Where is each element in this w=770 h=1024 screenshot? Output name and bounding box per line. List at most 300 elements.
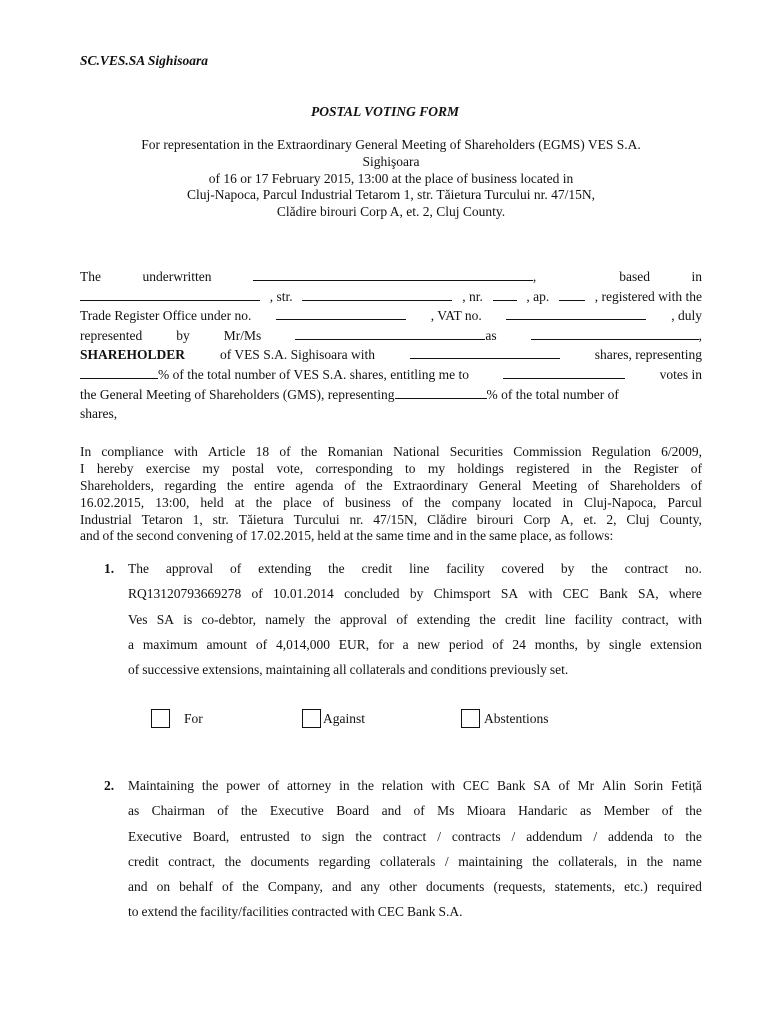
word: collaterals	[379, 853, 436, 869]
word: Fetiță	[671, 778, 702, 793]
word: of	[344, 477, 356, 493]
word: compliance	[101, 444, 164, 459]
intro-line	[80, 289, 702, 309]
word: of	[322, 494, 334, 510]
word: period	[448, 636, 484, 652]
word: Industrial	[80, 511, 132, 527]
word: Maintaining	[128, 778, 194, 793]
word: namely	[265, 611, 305, 627]
word: Clădire	[427, 511, 467, 527]
word: Alin	[602, 778, 627, 793]
word: a	[128, 636, 134, 652]
word: and	[433, 528, 454, 544]
vat-number-field[interactable]	[506, 308, 646, 320]
word: held	[200, 494, 224, 510]
word: CEC	[462, 778, 490, 793]
word: required	[656, 879, 702, 895]
word: CEC	[377, 904, 404, 920]
word: postal	[231, 460, 265, 476]
text-line	[80, 478, 702, 495]
word: CEC	[562, 586, 589, 602]
word: any	[360, 879, 381, 895]
word: co-debtor,	[201, 611, 256, 627]
word: line	[544, 611, 566, 627]
word: and	[80, 528, 100, 544]
intro-text: % of the total number of VES S.A. shares, entitling me to	[158, 366, 469, 382]
word: Ms	[437, 803, 455, 819]
word: Bank	[497, 778, 526, 793]
word: name	[672, 853, 702, 869]
word: by	[560, 561, 575, 576]
word: maintaining	[458, 853, 523, 869]
word: of	[128, 662, 140, 678]
word: regarding	[318, 853, 371, 869]
word: /	[593, 828, 598, 844]
word: (requests,	[493, 879, 546, 895]
word: extension	[650, 636, 702, 652]
word: corresponding	[315, 460, 393, 476]
word: follows:	[569, 528, 614, 544]
word: and	[408, 662, 428, 678]
word: my	[427, 460, 446, 476]
intro-text: by	[176, 327, 190, 343]
word: the	[357, 778, 374, 793]
votes-percent-field[interactable]	[395, 387, 487, 399]
text-line	[80, 461, 702, 478]
abstentions-checkbox[interactable]	[461, 709, 480, 728]
vote-option-abstentions	[461, 709, 549, 728]
word: registered	[516, 460, 570, 476]
word: where	[668, 586, 702, 602]
word: to	[663, 828, 675, 844]
word: EUR,	[338, 636, 370, 652]
word: same	[375, 528, 404, 544]
word: Chairman	[151, 803, 205, 819]
word: General	[478, 477, 522, 493]
word: nr.	[349, 511, 364, 527]
word: Cluj-Napoca,	[584, 494, 657, 510]
word: contracts	[451, 828, 501, 844]
word: the	[180, 904, 198, 920]
intro-line	[80, 387, 702, 407]
word: Tetaron	[141, 511, 183, 527]
word: the	[328, 561, 345, 576]
word: documents	[425, 879, 485, 895]
word: extending	[416, 611, 471, 627]
intro-text: underwritten	[142, 269, 212, 284]
word: all	[333, 662, 347, 678]
word: contract	[382, 828, 427, 844]
word: the	[646, 853, 664, 869]
word: extend	[141, 904, 178, 920]
word: RQ13120793669278	[128, 586, 242, 602]
word: attorney	[287, 778, 332, 793]
intro-text: represented	[80, 327, 143, 343]
word: facility	[446, 561, 485, 576]
word: Mr	[577, 778, 595, 793]
word: approval	[339, 611, 388, 627]
word: contracted	[291, 904, 348, 920]
shares-held-field[interactable]	[410, 347, 560, 359]
word: /	[437, 828, 441, 844]
intro-line	[80, 269, 702, 289]
word: for	[378, 636, 394, 652]
word: entrusted	[240, 828, 290, 844]
intro-text: % of the total number of	[486, 386, 619, 402]
word: approval	[165, 561, 214, 576]
word: credit	[361, 561, 393, 576]
intro-line	[80, 406, 702, 426]
intro-text: , nr.	[462, 288, 483, 304]
text-line	[128, 879, 702, 904]
word: Tăietura	[238, 511, 284, 527]
agenda-item-text	[128, 561, 702, 687]
text-line	[128, 778, 702, 803]
intro-text: shares, representing	[594, 347, 702, 363]
word: held	[317, 528, 341, 544]
word: /	[511, 828, 516, 844]
word: with	[173, 444, 198, 459]
word: collaterals,	[558, 853, 618, 869]
word: other	[389, 879, 417, 895]
word: line	[409, 561, 430, 576]
subtitle-line: Cluj-Napoca, Parcul Industrial Tetarom 1, str. Tăietura Turcului nr. 47/15N,	[187, 187, 595, 203]
word: of	[401, 494, 414, 510]
intro-line	[80, 367, 702, 387]
word: holdings	[457, 460, 504, 476]
shareholder-identification	[80, 269, 702, 426]
votes-count-field[interactable]	[503, 367, 625, 379]
word: agenda	[295, 477, 334, 493]
word: and	[381, 803, 402, 819]
word: the	[469, 528, 487, 544]
word: my	[202, 460, 220, 476]
against-label: Against	[323, 710, 365, 726]
word: the	[300, 444, 318, 459]
word: Company,	[267, 879, 323, 895]
word: time	[406, 528, 431, 544]
word: of	[102, 528, 114, 544]
intro-text: of VES S.A. Sighisoara with	[219, 347, 375, 363]
word: Turcului	[293, 511, 340, 527]
word: statements,	[554, 879, 616, 895]
word: covered	[501, 561, 545, 576]
street-field[interactable]	[302, 289, 452, 301]
word: by	[409, 586, 424, 602]
word: Corp	[523, 511, 551, 527]
subtitle-line: Sighişoara	[362, 153, 420, 169]
word: SA	[533, 778, 551, 793]
word: the	[355, 828, 372, 844]
word: and	[331, 879, 352, 895]
word: credit	[128, 853, 159, 869]
word: facility	[574, 611, 613, 627]
word: the	[226, 477, 244, 493]
representative-capacity-field[interactable]	[531, 328, 699, 340]
word: single	[609, 636, 642, 652]
word: in	[339, 778, 350, 793]
text-line	[128, 586, 702, 611]
compliance-paragraph	[80, 444, 702, 545]
word: the	[224, 853, 242, 869]
word: The	[128, 561, 149, 576]
word: Securities	[449, 444, 504, 459]
word: Sorin	[633, 778, 664, 793]
word: of	[255, 636, 268, 652]
word: set.	[549, 662, 569, 678]
word: addenda	[608, 828, 654, 844]
word: the	[314, 611, 331, 627]
word: Parcul	[667, 494, 702, 510]
word: same	[489, 528, 517, 544]
word: entire	[253, 477, 285, 493]
word: on	[156, 879, 171, 895]
intro-text: , duly	[671, 308, 702, 324]
word: extending	[258, 561, 312, 576]
for-label: For	[184, 710, 203, 726]
intro-text: the General Meeting of Shareholders (GMS), representing	[80, 386, 395, 402]
word: Shareholders	[609, 477, 681, 493]
word: power	[226, 778, 260, 793]
intro-text: , VAT no.	[430, 308, 482, 324]
representative-name-field[interactable]	[295, 328, 485, 340]
intro-line	[80, 308, 702, 328]
subtitle-line: For representation in the Extraordinary General Meeting of Shareholders (EGMS) VES S.A.	[141, 137, 641, 152]
against-checkbox[interactable]	[302, 709, 321, 728]
word: /	[444, 853, 449, 869]
word: of	[251, 586, 263, 602]
text-line	[128, 561, 702, 586]
intro-text: ,	[698, 327, 702, 343]
word: exercise	[145, 460, 191, 476]
word: facility/facilities	[200, 904, 289, 920]
word: of	[558, 778, 570, 793]
word: of	[690, 477, 702, 493]
word: the	[255, 494, 273, 510]
word: 24	[512, 636, 526, 652]
word: contract,	[621, 611, 669, 627]
intro-text: The	[80, 269, 101, 284]
intro-text: shares,	[80, 406, 118, 422]
intro-text: in	[691, 269, 702, 284]
abstentions-label: Abstentions	[484, 710, 549, 726]
text-line	[128, 637, 702, 662]
word: regarding	[164, 477, 217, 493]
intro-text: based	[619, 269, 650, 284]
text-line	[80, 444, 702, 461]
word: of	[217, 803, 229, 819]
word: 47/15N,	[373, 511, 418, 527]
word: to	[300, 828, 312, 844]
word: the	[201, 778, 219, 793]
word: contract	[624, 561, 669, 576]
word: the	[479, 611, 496, 627]
word: Romanian	[327, 444, 383, 459]
intro-text: Mr/Ms	[223, 327, 262, 343]
word: of	[661, 803, 674, 819]
word: with	[430, 778, 455, 793]
intro-text: , registered with the	[594, 288, 702, 304]
agenda-item-number: 2.	[104, 778, 115, 793]
street-number-field[interactable]	[493, 289, 517, 301]
word: the	[242, 879, 259, 895]
word: SA	[156, 611, 174, 627]
word: of	[587, 477, 600, 493]
word: with	[528, 586, 553, 602]
word: extensions,	[202, 662, 263, 678]
word: located	[512, 494, 552, 510]
word: at	[343, 528, 354, 544]
word: vote,	[276, 460, 304, 476]
word: etc.)	[624, 879, 648, 895]
word: as	[128, 803, 140, 819]
intro-text: , str.	[269, 288, 293, 304]
word: of	[690, 460, 702, 476]
text-line	[128, 904, 702, 929]
word: of	[279, 444, 291, 459]
word: as	[554, 528, 566, 544]
word: hereby	[96, 460, 134, 476]
apartment-field[interactable]	[559, 289, 585, 301]
word: the	[591, 561, 608, 576]
for-checkbox[interactable]	[151, 709, 170, 728]
word: with	[350, 904, 375, 920]
word: collaterals	[349, 662, 406, 678]
word: in	[581, 460, 593, 476]
word: the	[116, 528, 134, 544]
word: Article	[208, 444, 246, 459]
text-line	[80, 528, 702, 545]
word: SA,	[637, 586, 659, 602]
word: A,	[560, 511, 574, 527]
vote-option-for	[151, 709, 203, 728]
word: in	[562, 494, 573, 510]
word: amount	[206, 636, 247, 652]
word: sign	[322, 828, 345, 844]
word: the	[685, 803, 702, 819]
text-line	[128, 612, 702, 637]
word: Executive	[128, 828, 182, 844]
intro-line	[80, 347, 702, 367]
word: Board	[336, 803, 370, 819]
word: new	[417, 636, 440, 652]
word: of	[413, 803, 425, 819]
word: 4,014,000	[275, 636, 330, 652]
word: in	[626, 853, 638, 869]
word: the	[366, 477, 383, 493]
form-subtitle	[80, 137, 702, 221]
word: Bank	[406, 904, 436, 920]
agenda-item-text	[128, 778, 702, 930]
word: 13:00,	[155, 494, 190, 510]
word: by	[586, 636, 601, 652]
word: previously	[489, 662, 547, 678]
intro-line	[80, 328, 702, 348]
shareholder-name-field[interactable]	[253, 269, 533, 281]
word: of	[492, 636, 504, 652]
word: to	[405, 460, 416, 476]
word: second	[136, 528, 174, 544]
word: a	[402, 636, 409, 652]
text-line	[80, 512, 702, 529]
word: of	[267, 778, 280, 793]
city-field[interactable]	[80, 289, 260, 301]
word: contract,	[168, 853, 216, 869]
word: Handaric	[518, 803, 568, 819]
trade-register-field[interactable]	[276, 308, 406, 320]
intro-text: SHAREHOLDER	[80, 347, 186, 363]
word: 1,	[192, 511, 203, 527]
word: Executive	[269, 803, 324, 819]
word: S.A.	[438, 904, 463, 920]
word: maintaining	[265, 662, 331, 678]
word: 10.01.2014	[273, 586, 334, 602]
word: of	[236, 528, 248, 544]
intro-text: votes in	[659, 366, 702, 382]
word: relation	[381, 778, 424, 793]
word: Cluj	[626, 511, 650, 527]
word: Chimsport	[433, 586, 491, 602]
word: maximum	[142, 636, 198, 652]
subtitle-line: Clădire birouri Corp A, et. 2, Cluj County.	[276, 204, 506, 220]
word: Member	[603, 803, 650, 819]
word: I	[80, 460, 85, 476]
word: in	[456, 528, 467, 544]
text-line	[128, 803, 702, 828]
word: the	[685, 828, 702, 844]
text-line	[128, 854, 702, 879]
agenda-item-number: 1.	[104, 561, 115, 576]
word: str.	[212, 511, 229, 527]
word: Shareholders,	[80, 477, 154, 493]
word: addendum	[526, 828, 583, 844]
word: the	[604, 460, 622, 476]
word: In	[80, 444, 92, 459]
word: to	[128, 904, 139, 920]
word: place,	[519, 528, 552, 544]
word: birouri	[476, 511, 514, 527]
word: of	[221, 879, 234, 895]
word: the	[532, 853, 549, 869]
word: Bank	[599, 586, 628, 602]
word: SA	[500, 586, 519, 602]
word: Commission	[513, 444, 582, 459]
word: the	[240, 803, 258, 819]
intro-text: ,	[532, 269, 537, 284]
shares-percent-field[interactable]	[80, 367, 158, 379]
text-line	[128, 662, 702, 687]
word: of	[396, 611, 408, 627]
word: 17.02.2015,	[250, 528, 315, 544]
word: Extraordinary	[393, 477, 469, 493]
word: the	[356, 528, 373, 544]
word: the	[424, 494, 441, 510]
word: convening	[176, 528, 233, 544]
company-name: SC.VES.SA Sighisoara	[80, 53, 208, 68]
word: credit	[505, 611, 536, 627]
intro-text: as	[485, 327, 497, 343]
subtitle-line: of 16 or 17 February 2015, 13:00 at the place of business located in	[208, 170, 574, 186]
word: County,	[659, 511, 702, 527]
word: 16.02.2015,	[80, 494, 145, 510]
word: concluded	[344, 586, 400, 602]
word: documents	[250, 853, 310, 869]
word: company	[451, 494, 502, 510]
word: at	[234, 494, 245, 510]
word: 6/2009,	[661, 444, 702, 459]
form-title: POSTAL VOTING FORM	[310, 104, 460, 119]
word: Mioara	[466, 803, 506, 819]
